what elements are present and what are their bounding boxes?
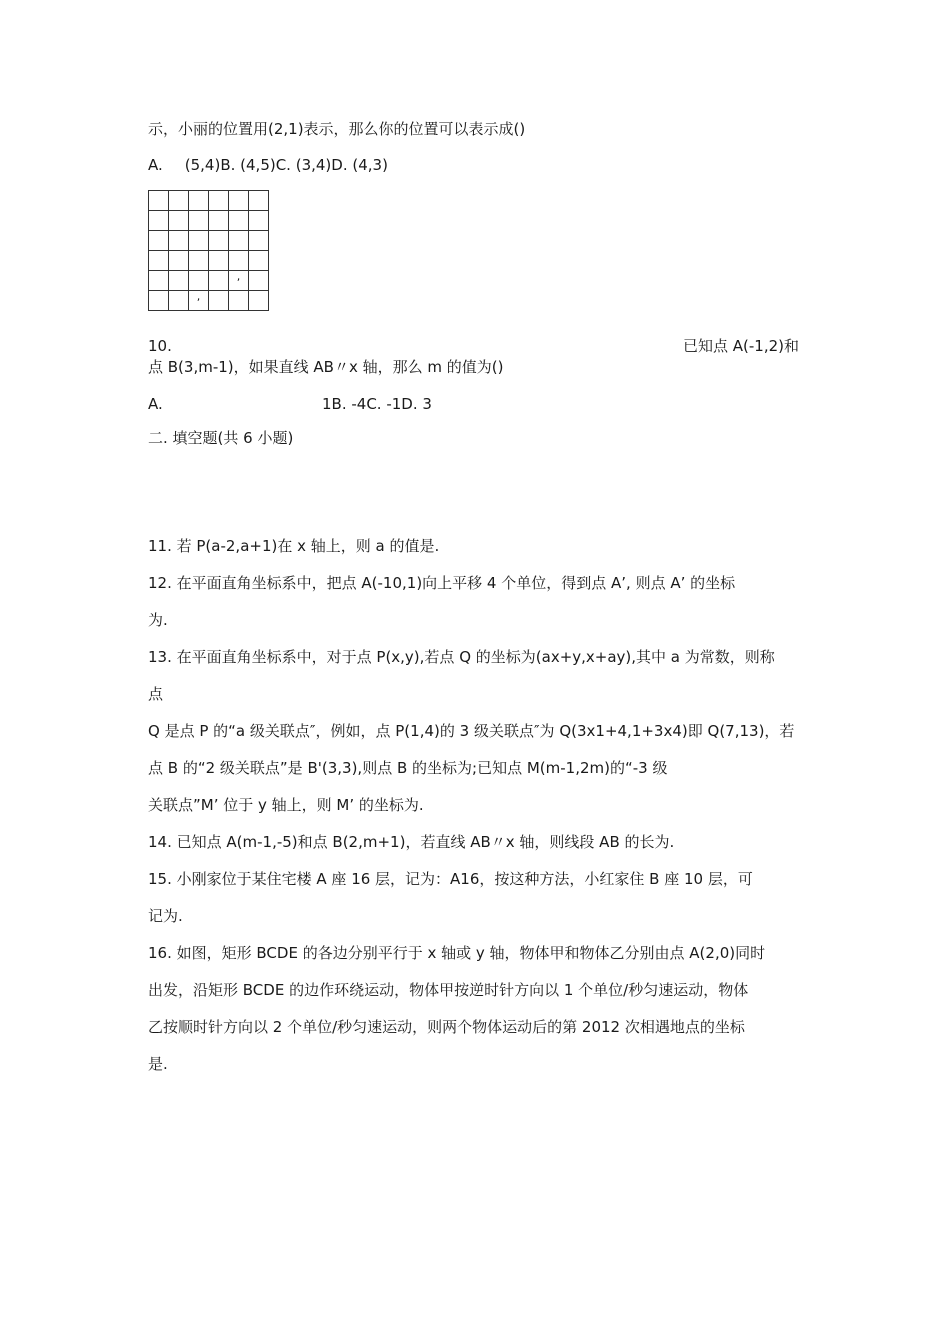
q12-line2: 为. [148,611,168,629]
q13-line1: 13. 在平面直角坐标系中，对于点 P(x,y),若点 Q 的坐标为(ax+y,x+ay),其中 a 为常数，则称 [148,648,775,666]
q16-line4: 是. [148,1055,168,1073]
q10-number: 10. [148,337,172,355]
q10-stem: 点 B(3,m-1)，如果直线 AB〃x 轴，那么 m 的值为() [148,358,504,376]
grid-mark: , [189,291,209,311]
q13-line5: 关联点”M’ 位于 y 轴上，则 M’ 的坐标为. [148,796,424,814]
q10-options: 1B. -4C. -1D. 3 [322,395,432,413]
q13-line2: 点 [148,685,164,703]
q10-option-label: A. [148,395,163,413]
q9-options: (5,4)B. (4,5)C. (3,4)D. (4,3) [184,156,388,174]
q9-options-row [148,155,388,175]
seat-grid [148,190,269,311]
q16-line1: 16. 如图，矩形 BCDE 的各边分别平行于 x 轴或 y 轴，物体甲和物体乙分别由点 A(2,0)同时 [148,944,766,962]
q16-line3: 乙按顺时针方向以 2 个单位/秒匀速运动，则两个物体运动后的第 2012 次相遇地点的坐标 [148,1018,745,1036]
q13-line4: 点 B 的“2 级关联点”是 B'(3,3),则点 B 的坐标为;已知点 M(m-1,2m)的“-3 级 [148,759,668,777]
q13-line3: Q 是点 P 的“a 级关联点″，例如，点 P(1,4)的 3 级关联点″为 Q(3x1+4,1+3x4)即 Q(7,13)，若 [148,722,795,740]
q9-stem: 示，小丽的位置用(2,1)表示，那么你的位置可以表示成() [148,120,526,138]
q9-option-label: A. [148,156,163,174]
q12-line1: 12. 在平面直角坐标系中，把点 A(-10,1)向上平移 4 个单位，得到点 A’, 则点 A’ 的坐标 [148,574,736,592]
grid-mark: , [229,271,249,291]
q15-line1: 15. 小刚家位于某住宅楼 A 座 16 层，记为：A16，按这种方法，小红家住 B 座 10 层，可 [148,870,753,888]
q15-line2: 记为. [148,907,183,925]
q16-line2: 出发，沿矩形 BCDE 的边作环绕运动，物体甲按逆时针方向以 1 个单位/秒匀速运动，物体 [148,981,749,999]
q14: 14. 已知点 A(m-1,-5)和点 B(2,m+1)，若直线 AB〃x 轴，则线段 AB 的长为. [148,833,675,851]
section-heading: 二. 填空题(共 6 小题) [148,429,294,447]
q10-stem-right: 已知点 A(-1,2)和 [683,337,800,355]
q11: 11. 若 P(a-2,a+1)在 x 轴上，则 a 的值是. [148,537,440,555]
